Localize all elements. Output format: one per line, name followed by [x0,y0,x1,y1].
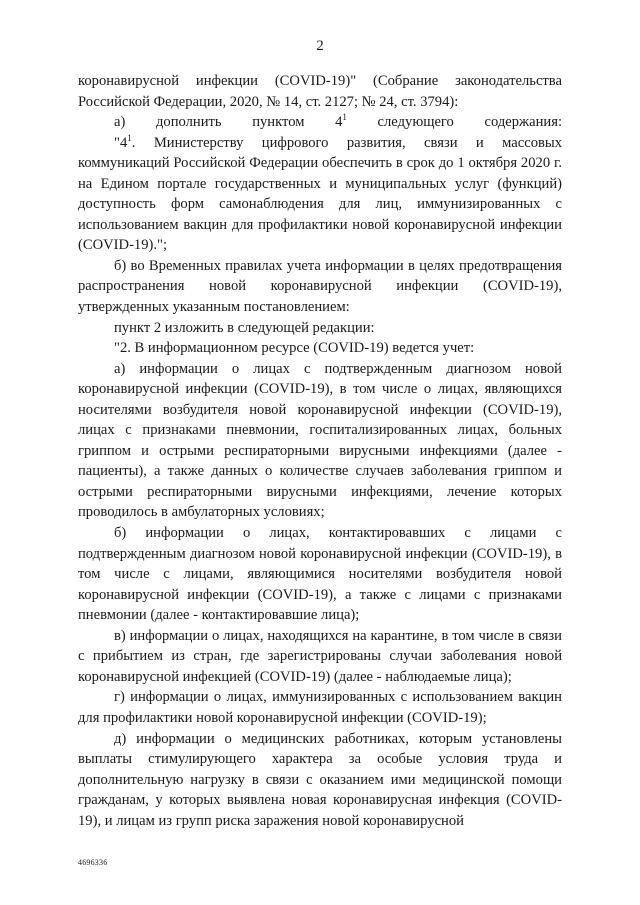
page-number: 2 [316,38,324,54]
paragraph-amendment-a: а) дополнить пунктом $4^1$ следующего содержания: [114,112,563,131]
paragraph-amendment-b: б) во Временных правилах учета информации в целях предотвращения распространения новой коронавирусной инфекции (COVID-19), утвержденных указанным постановлением: [78,257,562,316]
paragraph-item-d: д) информации о медицинских работниках, которым установлены выплаты стимулирующего характера за особые условия труда и дополнительную нагрузку в связи с оказанием ими медицинской помощи гражданам, у которых выявлена новая коронавирусная инфекция (COVID-19), и лицам из групп риска заражения новой коронавирусной [78,730,562,829]
paragraph-continuation: коронавирусной инфекции (COVID-19)" (Собрание законодательства Российской Федерации, 2020, № 14, ст. 2127; № 24, ст. 3794): [78,73,562,110]
paragraph-item-g: г) информации о лицах, иммунизированных с использованием вакцин для профилактики новой коронавирусной инфекции (COVID-19); [78,689,562,726]
superscript: 1 [127,132,132,143]
paragraph-point-4-1: "$4^1$. Министерству цифрового развития, связи и массовых коммуникаций Российской Федерации обеспечить в срок до 1 октября 2020 г. на Едином портале государственных и муниципальных услуг (функций) доступность форм самонаблюдения для лиц, иммунизированных с использованием вакцин для профилактики новой коронавирусной инфекции (COVID-19)."; [78,132,562,254]
paragraph-item-a: а) информации о лицах с подтвержденным диагнозом новой коронавирусной инфекции (COVID-19), в том числе о лицах, являющихся носителями возбудителя новой коронавирусной инфекции (COVID-19), лицах с признаками пневмонии, госпитализированных лицах, больных гриппом и острыми респираторными вирусными инфекциями (далее - пациенты), а также данных о количестве случаев заболевания гриппом и острыми респираторными вирусными инфекциями, лечение которых проводилось в амбулаторных условиях; [78,360,562,521]
document-body [78,71,562,831]
paragraph-point-2: "2. В информационном ресурсе (COVID-19) ведется учет: [114,340,475,357]
paragraph-item-v: в) информации о лицах, находящихся на карантине, в том числе в связи с прибытием из стран, где зарегистрированы случаи заболевания новой коронавирусной инфекцией (COVID-19) (далее - наблюдаемые лица); [78,627,562,685]
document-id: 4696336 [78,858,108,867]
paragraph-point-2-intro: пункт 2 изложить в следующей редакции: [114,319,375,336]
paragraph-item-b: б) информации о лицах, контактировавших с лицами с подтвержденным диагнозом новой коронавирусной инфекции (COVID-19), в том числе с лицами, являющимися носителями возбудителя новой коронавирусной инфекции (COVID-19), а также с лицами с признаками пневмонии (далее - контактировавшие лица); [78,525,562,624]
superscript: 1 [342,112,347,123]
